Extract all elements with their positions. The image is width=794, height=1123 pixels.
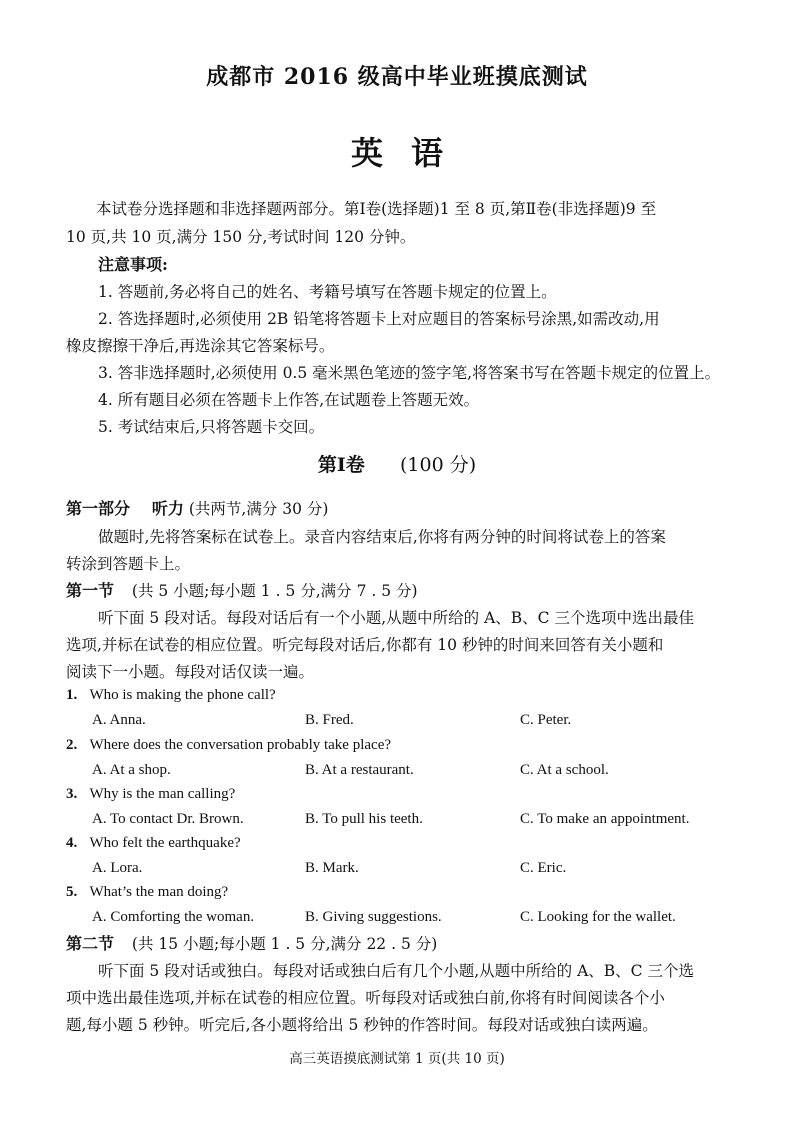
volume-label: 第Ⅰ卷 bbox=[317, 454, 365, 476]
option-b: B. Giving suggestions. bbox=[305, 909, 442, 925]
question-4 bbox=[66, 835, 241, 852]
question-text: Where does the conversation probably take place? bbox=[89, 737, 392, 753]
question-number: 1. bbox=[66, 687, 78, 703]
question-text: Who felt the earthquake? bbox=[89, 835, 241, 851]
question-number: 2. bbox=[66, 737, 78, 753]
section2-desc-3: 题,每小题 5 秒钟。听完后,各小题将给出 5 秒钟的作答时间。每段对话或独白读两遍。 bbox=[66, 1016, 658, 1034]
question-2 bbox=[66, 737, 391, 754]
part1-desc-2: 转涂到答题卡上。 bbox=[66, 555, 191, 573]
question-text: What’s the man doing? bbox=[89, 884, 229, 900]
question-3 bbox=[66, 786, 235, 803]
note-5: 5. 考试结束后,只将答题卡交回。 bbox=[98, 418, 325, 436]
option-c: C. Looking for the wallet. bbox=[520, 909, 676, 925]
question-number: 4. bbox=[66, 835, 78, 851]
part1-heading-a: 第一部分 bbox=[66, 499, 131, 518]
subject-title: 英语 bbox=[350, 134, 471, 172]
section1-heading bbox=[66, 577, 418, 605]
option-c: C. Eric. bbox=[520, 860, 567, 876]
question-number: 5. bbox=[66, 884, 78, 900]
note-4: 4. 所有题目必须在答题卡上作答,在试题卷上答题无效。 bbox=[98, 391, 480, 409]
question-number: 3. bbox=[66, 786, 78, 802]
part1-heading bbox=[66, 495, 328, 523]
volume-heading bbox=[0, 450, 794, 477]
section1-desc-2: 选项,并标在试卷的相应位置。听完每段对话后,你都有 10 秒钟的时间来回答有关小题和 bbox=[66, 636, 664, 654]
section1-desc-1: 听下面 5 段对话。每段对话后有一个小题,从题中所给的 A、B、C 三个选项中选出最佳 bbox=[98, 609, 694, 627]
option-b: B. Fred. bbox=[305, 712, 354, 728]
part1-desc-1: 做题时,先将答案标在试卷上。录音内容结束后,你将有两分钟的时间将试卷上的答案 bbox=[98, 528, 666, 546]
section2-desc-2: 项中选出最佳选项,并标在试卷的相应位置。听每段对话或独白前,你将有时间阅读各个小 bbox=[66, 989, 665, 1007]
note-2a: 2. 答选择题时,必须使用 2B 铅笔将答题卡上对应题目的答案标号涂黑,如需改动,用 bbox=[98, 310, 660, 328]
section1-desc-3: 阅读下一小题。每段对话仅读一遍。 bbox=[66, 663, 315, 681]
notes-heading: 注意事项: bbox=[98, 255, 168, 274]
option-a: A. Comforting the woman. bbox=[92, 909, 255, 925]
section2-heading bbox=[66, 930, 437, 958]
option-a: A. At a shop. bbox=[92, 762, 171, 778]
section1-label: 第一节 bbox=[66, 581, 115, 600]
option-c: C. To make an appointment. bbox=[520, 811, 690, 827]
note-2b: 橡皮擦擦干净后,再选涂其它答案标号。 bbox=[66, 337, 335, 355]
option-c: C. Peter. bbox=[520, 712, 572, 728]
page-footer: 高三英语摸底测试第 1 页(共 10 页) bbox=[289, 1051, 505, 1067]
question-1 bbox=[66, 687, 276, 704]
question-text: Why is the man calling? bbox=[89, 786, 236, 802]
intro-line-1: 本试卷分选择题和非选择题两部分。第Ⅰ卷(选择题)1 至 8 页,第Ⅱ卷(非选择题)9 至 bbox=[96, 200, 657, 218]
option-c: C. At a school. bbox=[520, 762, 609, 778]
note-1: 1. 答题前,务必将自己的姓名、考籍号填写在答题卡规定的位置上。 bbox=[98, 283, 557, 301]
option-b: B. Mark. bbox=[305, 860, 359, 876]
question-5 bbox=[66, 884, 228, 901]
option-b: B. To pull his teeth. bbox=[305, 811, 423, 827]
volume-score: (100 分) bbox=[400, 454, 477, 476]
section1-info: (共 5 小题;每小题 1 . 5 分,满分 7 . 5 分) bbox=[131, 582, 418, 600]
option-a: A. Anna. bbox=[92, 712, 146, 728]
option-a: A. Lora. bbox=[92, 860, 143, 876]
intro-line-2: 10 页,共 10 页,满分 150 分,考试时间 120 分钟。 bbox=[66, 228, 416, 246]
option-b: B. At a restaurant. bbox=[305, 762, 414, 778]
option-a: A. To contact Dr. Brown. bbox=[92, 811, 244, 827]
part1-heading-c: (共两节,满分 30 分) bbox=[188, 500, 329, 518]
section2-desc-1: 听下面 5 段对话或独白。每段对话或独白后有几个小题,从题中所给的 A、B、C 三个选 bbox=[98, 962, 694, 980]
section2-info: (共 15 小题;每小题 1 . 5 分,满分 22 . 5 分) bbox=[131, 935, 438, 953]
question-text: Who is making the phone call? bbox=[89, 687, 276, 703]
part1-heading-b: 听力 bbox=[151, 499, 184, 518]
note-3: 3. 答非选择题时,必须使用 0.5 毫米黑色笔迹的签字笔,将答案书写在答题卡规定的位置上。 bbox=[98, 364, 721, 382]
exam-title: 成都市 2016 级高中毕业班摸底测试 bbox=[206, 64, 588, 90]
section2-label: 第二节 bbox=[66, 934, 115, 953]
